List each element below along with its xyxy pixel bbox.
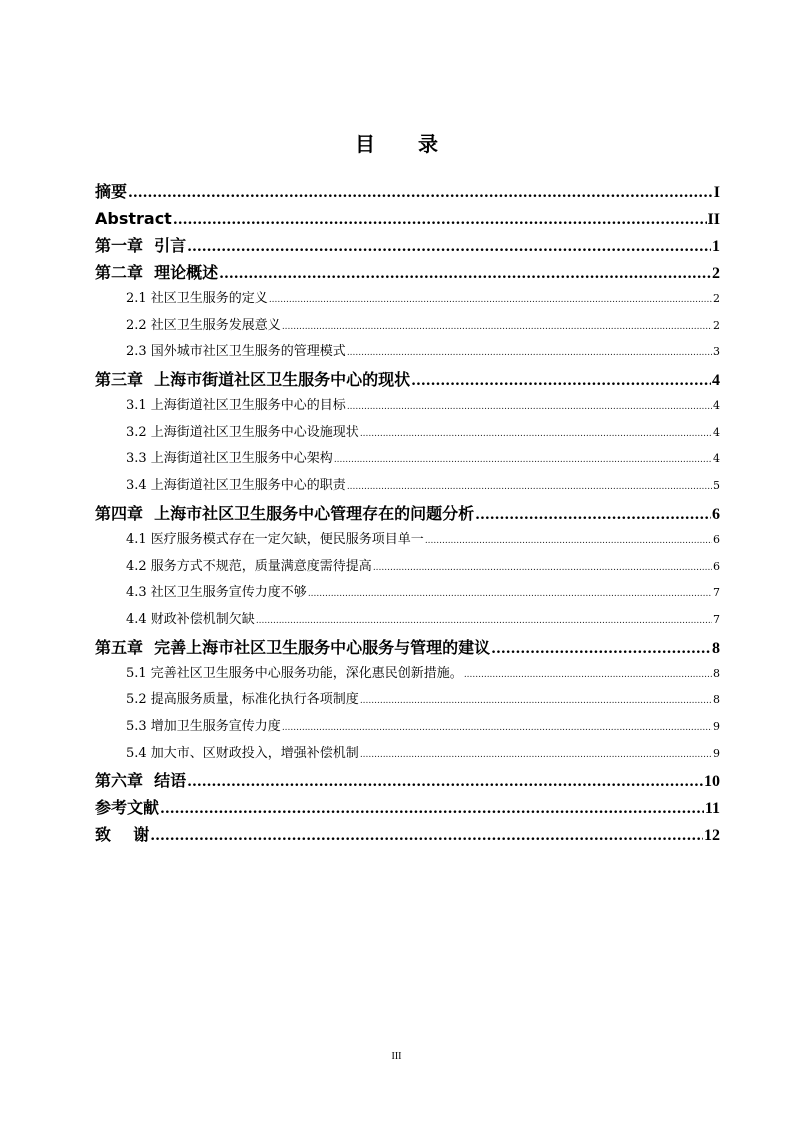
toc-dot-leader bbox=[282, 715, 712, 742]
toc-dot-leader bbox=[160, 796, 704, 823]
toc-section-entry[interactable] bbox=[95, 741, 720, 768]
toc-chapter-entry[interactable] bbox=[95, 794, 720, 821]
toc-dot-leader bbox=[282, 314, 712, 341]
toc-entry-page: 1 bbox=[712, 238, 720, 255]
toc-dot-leader bbox=[464, 662, 712, 689]
toc-dot-leader bbox=[360, 688, 712, 715]
toc-entry-label: 第四章 上海市社区卫生服务中心管理存在的问题分析 bbox=[95, 503, 475, 523]
toc-section-entry[interactable] bbox=[95, 473, 720, 500]
toc-entry-page: 2 bbox=[713, 292, 720, 305]
toc-entry-page: 2 bbox=[713, 318, 720, 332]
toc-section-entry[interactable] bbox=[95, 661, 720, 688]
toc-entry-label: 5.4 加大市、区财政投入，增强补偿机制 bbox=[126, 745, 359, 761]
toc-title: 目 录 bbox=[355, 132, 456, 156]
toc-entry-page: 10 bbox=[704, 773, 720, 791]
toc-section-entry[interactable] bbox=[95, 580, 720, 607]
toc-entry-page: 7 bbox=[713, 586, 720, 600]
toc-dot-leader bbox=[219, 261, 711, 288]
toc-section-entry[interactable] bbox=[95, 286, 720, 313]
toc-entry-label: 4.4 财政补偿机制欠缺 bbox=[126, 611, 255, 627]
toc-dot-leader bbox=[187, 234, 711, 261]
toc-entry-label: 3.4 上海街道社区卫生服务中心的职责 bbox=[126, 478, 346, 494]
toc-entry-label: 3.1 上海街道社区卫生服务中心的目标 bbox=[126, 398, 346, 414]
toc-entry-page: 6 bbox=[713, 559, 720, 573]
toc-dot-leader bbox=[373, 555, 712, 582]
toc-entry-page: II bbox=[707, 211, 720, 228]
toc-section-entry[interactable] bbox=[95, 607, 720, 634]
toc-entry-page: 6 bbox=[713, 532, 720, 546]
toc-entry-label: 2.1 社区卫生服务的定义 bbox=[126, 291, 268, 306]
toc-chapter-entry[interactable] bbox=[95, 178, 720, 205]
toc-chapter-entry[interactable] bbox=[95, 232, 720, 259]
toc-entry-label: 2.2 社区卫生服务发展意义 bbox=[126, 317, 281, 333]
toc-chapter-entry[interactable] bbox=[95, 500, 720, 527]
toc-dot-leader bbox=[256, 608, 712, 635]
toc-entry-page: 11 bbox=[704, 800, 720, 818]
toc-entry-page: 12 bbox=[704, 827, 720, 845]
toc-chapter-entry[interactable] bbox=[95, 767, 720, 794]
toc-entry-label: 致 谢 bbox=[95, 825, 150, 845]
toc-entry-page: 5 bbox=[713, 479, 720, 493]
toc-dot-leader bbox=[308, 581, 712, 608]
toc-dot-leader bbox=[334, 447, 712, 474]
toc-entry-page: 9 bbox=[713, 719, 720, 733]
toc-dot-leader bbox=[475, 502, 711, 529]
toc-entry-label: 第三章 上海市街道社区卫生服务中心的现状 bbox=[95, 370, 411, 390]
toc-entry-page: 4 bbox=[713, 452, 720, 466]
toc-dot-leader bbox=[150, 823, 703, 850]
toc-section-entry[interactable] bbox=[95, 446, 720, 473]
toc-dot-leader bbox=[347, 394, 712, 421]
toc-section-entry[interactable] bbox=[95, 393, 720, 420]
toc-entry-label: 第一章 引言 bbox=[95, 236, 187, 255]
toc-dot-leader bbox=[173, 207, 707, 234]
toc-entry-page: 4 bbox=[712, 372, 720, 390]
toc-entry-page: 4 bbox=[713, 399, 720, 413]
toc-entry-label: 摘要 bbox=[95, 182, 128, 201]
toc-chapter-entry[interactable] bbox=[95, 205, 720, 232]
toc-section-entry[interactable] bbox=[95, 687, 720, 714]
toc-chapter-entry[interactable] bbox=[95, 259, 720, 286]
toc-dot-leader bbox=[360, 421, 712, 448]
toc-section-entry[interactable] bbox=[95, 554, 720, 581]
toc-entry-page: 9 bbox=[713, 746, 720, 760]
toc-dot-leader bbox=[269, 287, 712, 314]
toc-entry-label: 第六章 结语 bbox=[95, 771, 187, 791]
toc-entry-page: 8 bbox=[713, 666, 720, 680]
toc-entry-label: 3.3 上海街道社区卫生服务中心架构 bbox=[126, 451, 333, 467]
toc-entry-page: 8 bbox=[712, 639, 720, 657]
toc-entry-label: 2.3 国外城市社区卫生服务的管理模式 bbox=[126, 344, 346, 360]
toc-entry-page: 8 bbox=[713, 693, 720, 707]
toc-entry-label: 3.2 上海街道社区卫生服务中心设施现状 bbox=[126, 424, 359, 440]
page-number: III bbox=[391, 1051, 402, 1062]
toc-entry-page: 6 bbox=[712, 505, 720, 523]
toc-section-entry[interactable] bbox=[95, 313, 720, 340]
toc-entry-label: 4.1 医疗服务模式存在一定欠缺，便民服务项目单一 bbox=[126, 531, 424, 547]
toc-entry-label: Abstract bbox=[95, 209, 172, 228]
toc-dot-leader bbox=[411, 368, 711, 395]
toc-dot-leader bbox=[187, 769, 703, 796]
toc-chapter-entry[interactable] bbox=[95, 366, 720, 393]
toc-dot-leader bbox=[491, 636, 711, 663]
toc-entry-page: I bbox=[713, 184, 720, 201]
toc-dot-leader bbox=[347, 474, 712, 501]
toc-entry-label: 4.3 社区卫生服务宣传力度不够 bbox=[126, 585, 307, 601]
toc-dot-leader bbox=[128, 180, 713, 207]
toc-chapter-entry[interactable] bbox=[95, 634, 720, 661]
toc-section-entry[interactable] bbox=[95, 339, 720, 366]
table-of-contents bbox=[95, 178, 720, 848]
toc-entry-label: 第二章 理论概述 bbox=[95, 263, 219, 282]
toc-entry-label: 5.2 提高服务质量，标准化执行各项制度 bbox=[126, 692, 359, 708]
toc-entry-page: 3 bbox=[713, 345, 720, 359]
toc-entry-label: 4.2 服务方式不规范，质量满意度需待提高 bbox=[126, 558, 372, 574]
toc-section-entry[interactable] bbox=[95, 527, 720, 554]
toc-entry-label: 第五章 完善上海市社区卫生服务中心服务与管理的建议 bbox=[95, 637, 491, 657]
toc-entry-label: 5.3 增加卫生服务宣传力度 bbox=[126, 718, 281, 734]
toc-dot-leader bbox=[425, 528, 712, 555]
toc-dot-leader bbox=[360, 742, 712, 769]
toc-entry-page: 7 bbox=[713, 612, 720, 626]
toc-section-entry[interactable] bbox=[95, 714, 720, 741]
toc-chapter-entry[interactable] bbox=[95, 821, 720, 848]
toc-section-entry[interactable] bbox=[95, 420, 720, 447]
toc-dot-leader bbox=[347, 340, 712, 367]
toc-entry-page: 2 bbox=[712, 265, 720, 282]
toc-entry-page: 4 bbox=[713, 425, 720, 439]
toc-entry-label: 5.1 完善社区卫生服务中心服务功能，深化惠民创新措施。 bbox=[126, 665, 463, 681]
toc-entry-label: 参考文献 bbox=[95, 798, 160, 818]
